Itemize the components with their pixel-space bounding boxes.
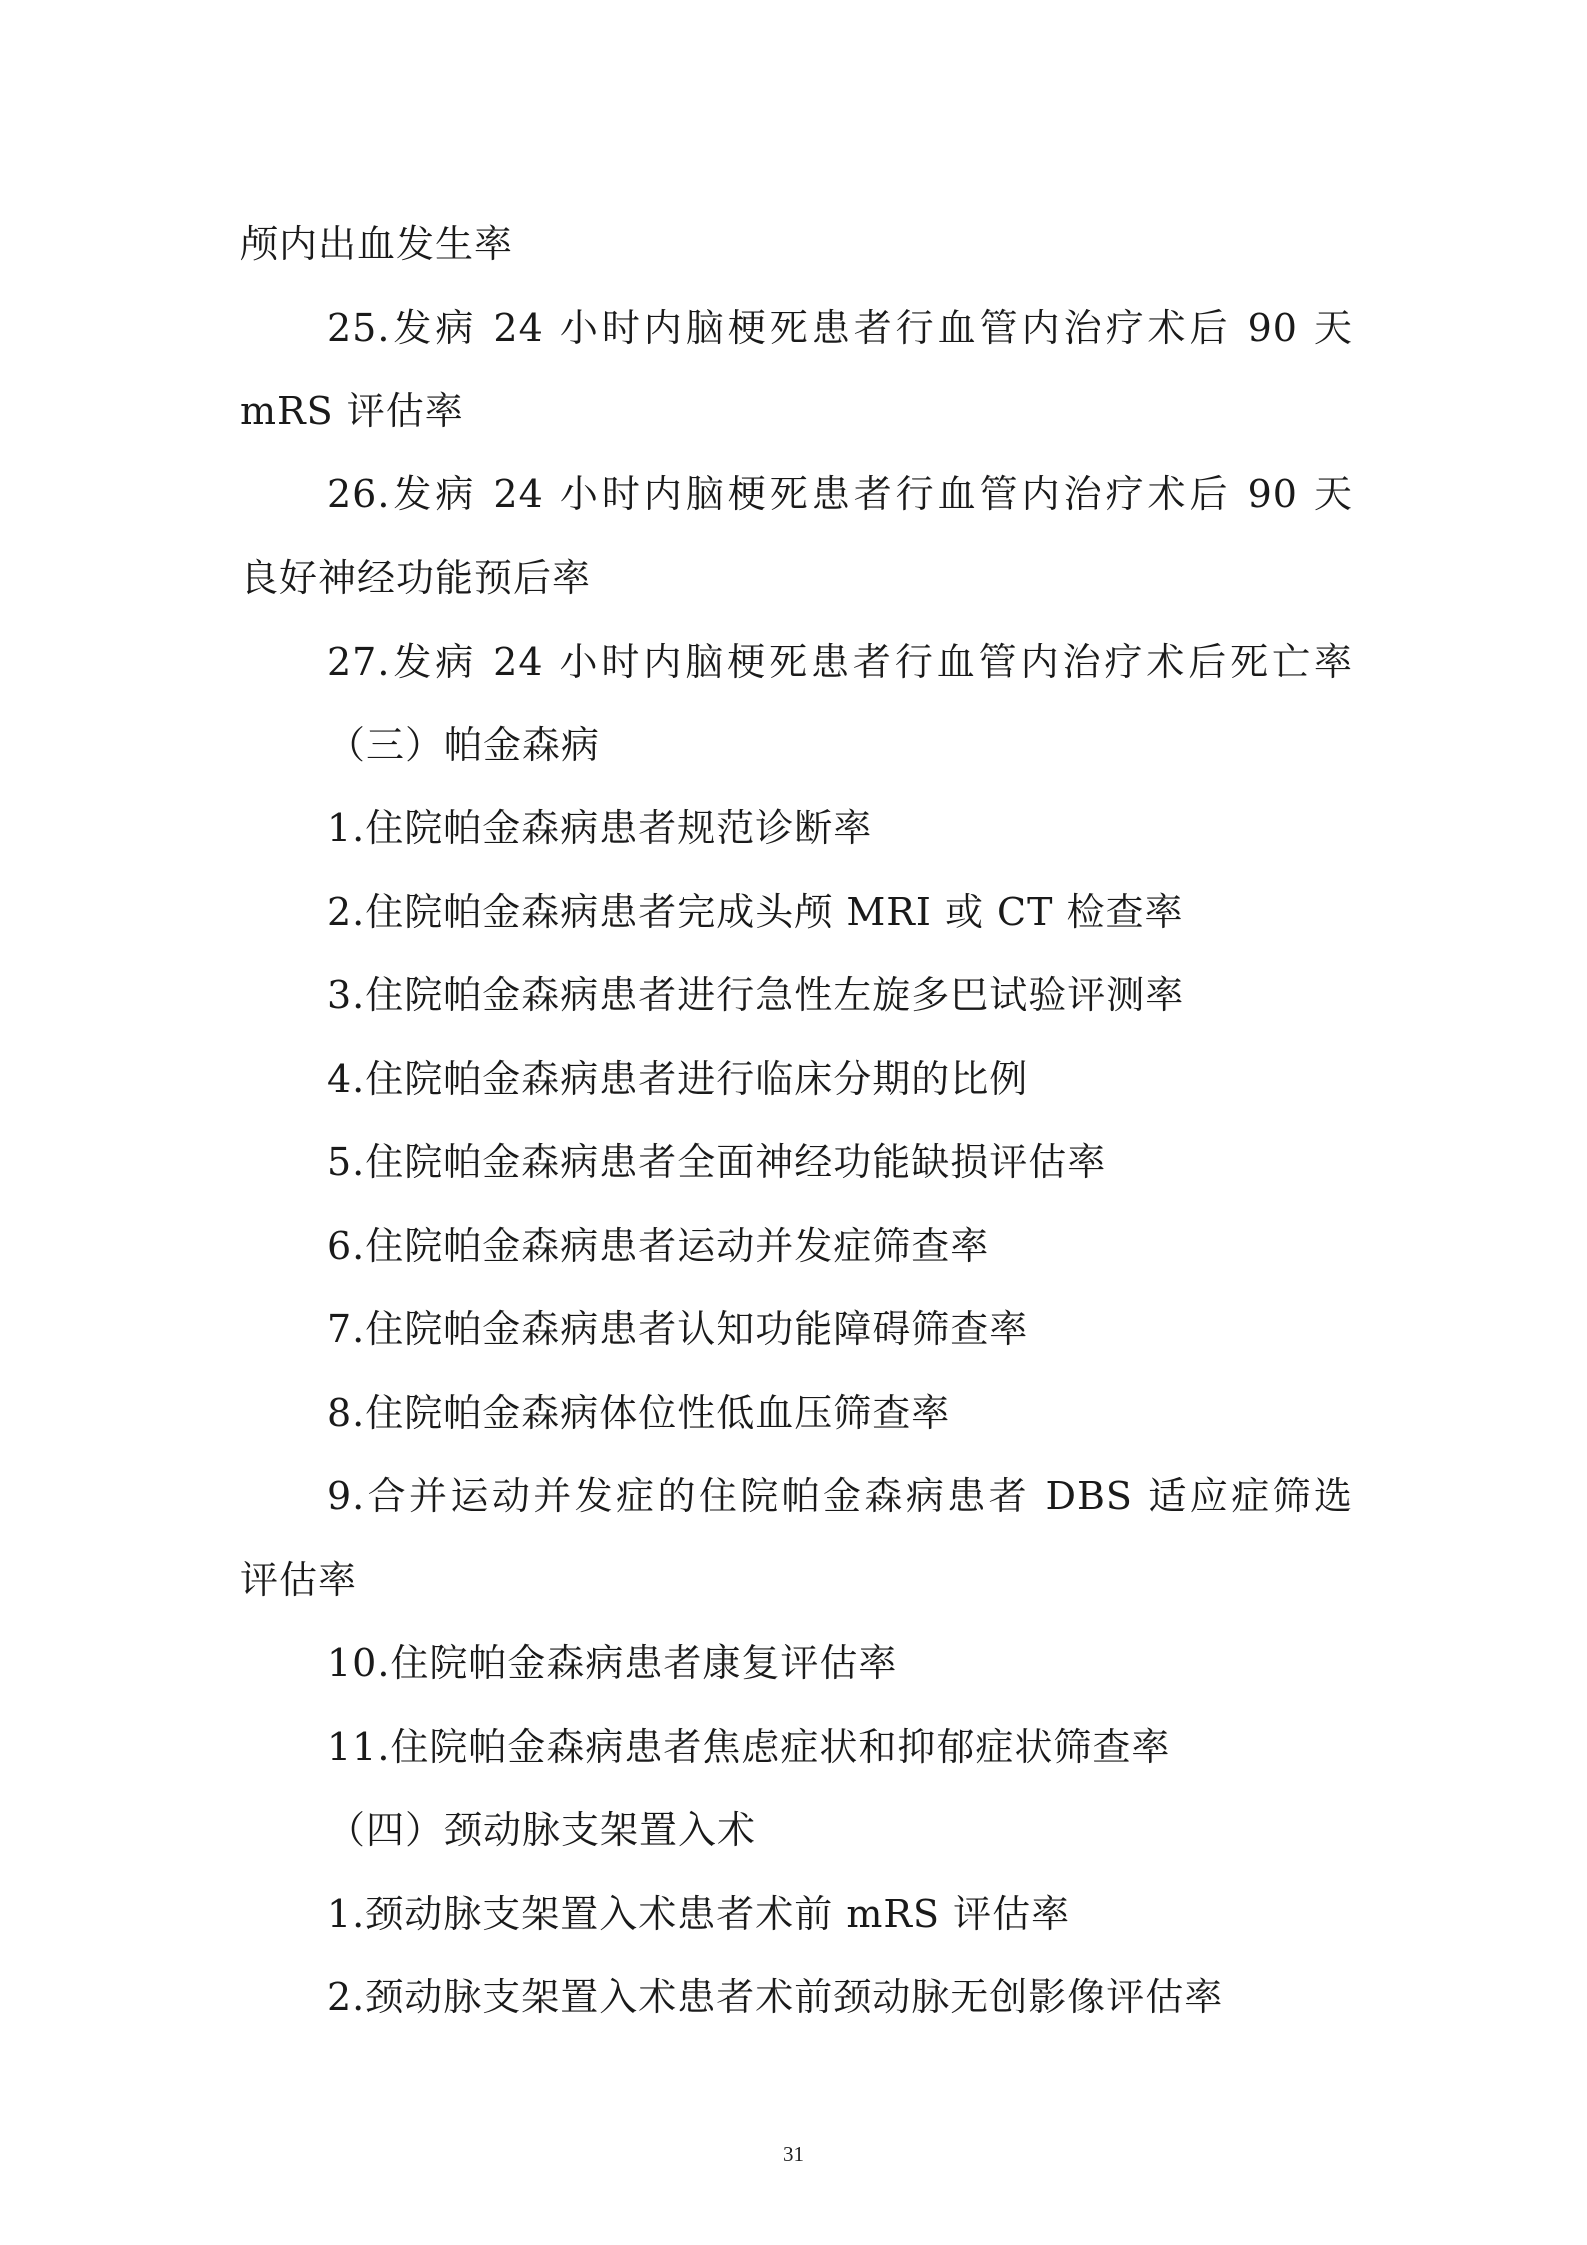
- text-line-10: 3.住院帕金森病患者进行急性左旋多巴试验评测率: [327, 973, 1185, 1017]
- text-line-17: 评估率: [240, 1558, 358, 1602]
- text-line-16: 9.合并运动并发症的住院帕金森病患者 DBS 适应症筛选: [327, 1474, 1353, 1518]
- text-line-11: 4.住院帕金森病患者进行临床分期的比例: [327, 1057, 1029, 1101]
- text-line-4: 26.发病 24 小时内脑梗死患者行血管内治疗术后 90 天: [327, 472, 1353, 516]
- section-heading-carotid-stenting: （四）颈动脉支架置入术: [327, 1808, 757, 1852]
- text-line-15: 8.住院帕金森病体位性低血压筛查率: [327, 1391, 951, 1435]
- text-line-2: 25.发病 24 小时内脑梗死患者行血管内治疗术后 90 天: [327, 306, 1353, 350]
- text-line-22: 2.颈动脉支架置入术患者术前颈动脉无创影像评估率: [327, 1975, 1224, 2019]
- text-line-5: 良好神经功能预后率: [240, 556, 592, 600]
- text-line-19: 11.住院帕金森病患者焦虑症状和抑郁症状筛查率: [327, 1725, 1171, 1769]
- text-line-3: mRS 评估率: [240, 389, 464, 433]
- section-heading-parkinsons: （三）帕金森病: [327, 723, 601, 767]
- text-line-8: 1.住院帕金森病患者规范诊断率: [327, 806, 873, 850]
- text-line-18: 10.住院帕金森病患者康复评估率: [327, 1641, 898, 1685]
- text-line-9: 2.住院帕金森病患者完成头颅 MRI 或 CT 检查率: [327, 890, 1184, 934]
- page-number: 31: [783, 2142, 804, 2166]
- text-line-21: 1.颈动脉支架置入术患者术前 mRS 评估率: [327, 1892, 1071, 1936]
- text-line-1: 颅内出血发生率: [240, 222, 514, 266]
- text-line-6: 27.发病 24 小时内脑梗死患者行血管内治疗术后死亡率: [327, 640, 1353, 684]
- text-line-13: 6.住院帕金森病患者运动并发症筛查率: [327, 1224, 990, 1268]
- text-line-14: 7.住院帕金森病患者认知功能障碍筛查率: [327, 1307, 1029, 1351]
- text-line-12: 5.住院帕金森病患者全面神经功能缺损评估率: [327, 1140, 1107, 1184]
